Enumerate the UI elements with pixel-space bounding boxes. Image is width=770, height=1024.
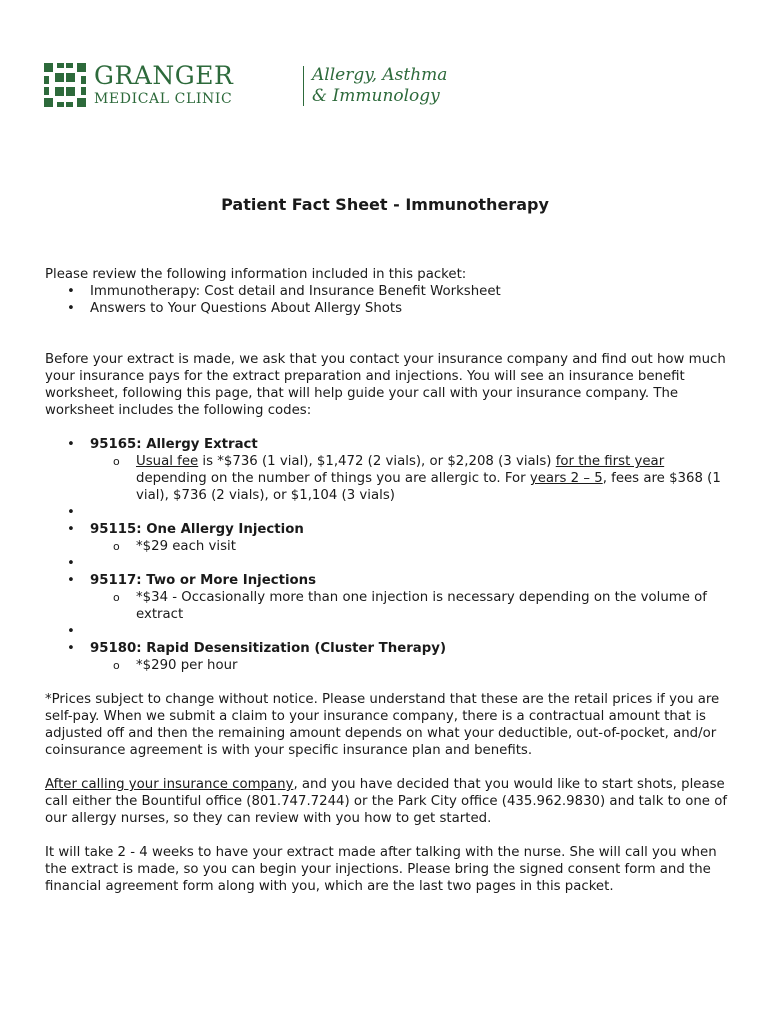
list-item: • Answers to Your Questions About Allergy Shots bbox=[45, 300, 735, 317]
code-details bbox=[90, 538, 735, 555]
after-call-paragraph: After calling your insurance company, and you have decided that you would like to start shots, please call either the Bountiful office (801.747.7244) or the Park City office (435.962.9830) and talk to one of our allergy nurses, so they can review with you how to get started. bbox=[45, 777, 728, 826]
brand-subtitle: MEDICAL CLINIC bbox=[94, 91, 233, 107]
code-detail: o *$29 each visit bbox=[90, 538, 735, 555]
code-item bbox=[45, 521, 735, 555]
code-details bbox=[90, 453, 735, 504]
code-details bbox=[90, 589, 735, 623]
brand-name: GRANGER bbox=[94, 61, 234, 90]
prices-note: *Prices subject to change without notice. Please understand that these are the retail prices if you are self-pay. When we submit a claim to your insurance company, there is a contractual amount that is adjusted off and then the remaining amount depends on what your deductible, out-of-pocket, and/or coinsurance agreement is with your specific insurance plan and benefits. bbox=[45, 692, 720, 758]
page-title: Patient Fact Sheet - Immunotherapy bbox=[221, 195, 549, 214]
code-detail: o *$34 - Occasionally more than one injection is necessary depending on the volume of extract bbox=[90, 589, 735, 623]
code-detail: o Usual fee is *$736 (1 vial), $1,472 (2 vials), or $2,208 (3 vials) for the first year depending on the number of things you are allergic to. For years 2 – 5, fees are $368 (1 vial), $736 (2 vials), or $1,104 (3 vials) bbox=[90, 453, 735, 504]
clinic-logo-mark-icon bbox=[44, 63, 86, 107]
code-heading: 95180: Rapid Desensitization (Cluster Therapy) bbox=[90, 641, 447, 656]
clinic-logo bbox=[44, 61, 448, 110]
logo-divider bbox=[303, 66, 304, 106]
code-heading: 95117: Two or More Injections bbox=[90, 573, 317, 588]
code-item bbox=[45, 436, 735, 504]
extract-paragraph: Before your extract is made, we ask that you contact your insurance company and find out how much your insurance pays for the extract preparation and injections. You will see an insurance benefit worksheet, following this page, that will help guide your call with your insurance company. The worksheet includes the following codes: bbox=[45, 352, 726, 418]
list-item: • Immunotherapy: Cost detail and Insurance Benefit Worksheet bbox=[45, 283, 735, 300]
intro-lead: Please review the following information included in this packet: bbox=[45, 267, 467, 282]
code-detail: o *$290 per hour bbox=[90, 657, 735, 674]
code-item bbox=[45, 572, 735, 623]
codes-list bbox=[45, 436, 735, 674]
closing-paragraph: It will take 2 - 4 weeks to have your extract made after talking with the nurse. She will call you when the extract is made, so you can begin your injections. Please bring the signed consent form and the financial agreement form along with you, which are the last two pages in this packet. bbox=[45, 845, 717, 894]
code-heading: 95115: One Allergy Injection bbox=[90, 522, 304, 537]
packet-contents-list bbox=[45, 283, 735, 317]
document-body bbox=[45, 266, 735, 895]
specialty-line-1: Allergy, Asthma bbox=[312, 65, 448, 85]
code-details bbox=[90, 657, 735, 674]
code-item bbox=[45, 640, 735, 674]
code-heading: 95165: Allergy Extract bbox=[90, 437, 258, 452]
specialty-line-2: & Immunology bbox=[312, 86, 440, 106]
